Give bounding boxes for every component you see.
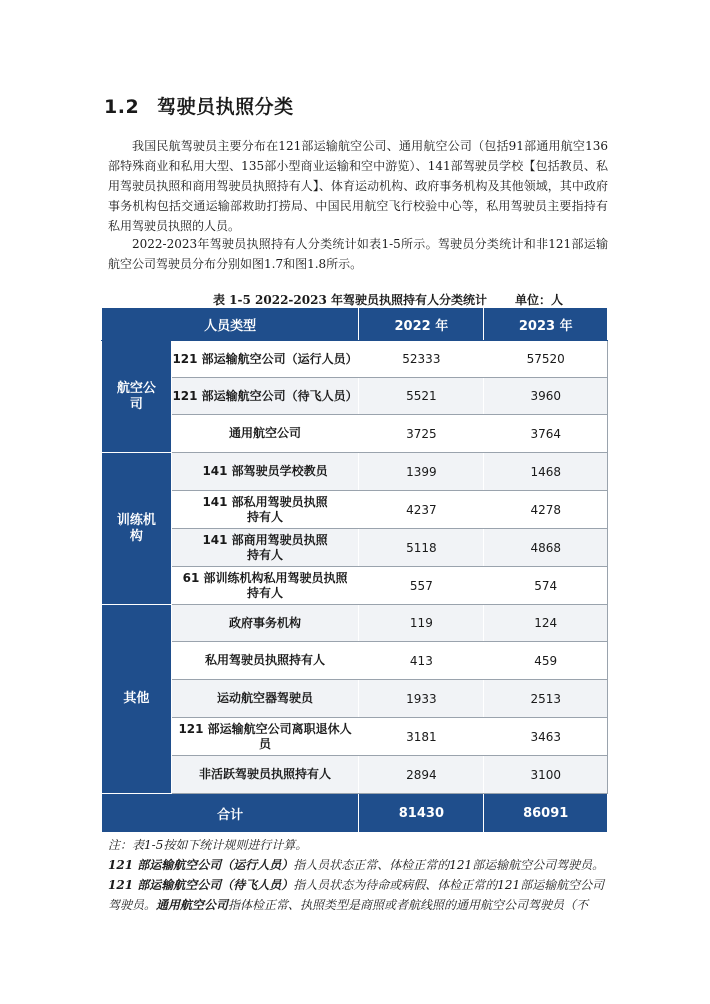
value-2023: 459 [484,642,608,680]
row-label: 私用驾驶员执照持有人 [171,642,359,680]
value-2023: 3960 [484,378,608,415]
value-2022: 413 [359,642,484,680]
value-2022: 5118 [359,529,484,567]
value-2022: 52333 [359,341,484,378]
section-number: 1.2 [104,96,140,118]
value-2022: 3725 [359,415,484,453]
row-label: 政府事务机构 [171,605,359,642]
table-row [102,756,608,794]
table-header-row [102,308,608,341]
value-2023: 3100 [484,756,608,794]
value-2023: 4868 [484,529,608,567]
paragraph-2: 2022-2023年驾驶员执照持有人分类统计如表1-5所示。驾驶员分类统计和非121部运输航空公司驾驶员分布分别如图1.7和图1.8所示。 [108,237,608,271]
row-label: 通用航空公司 [171,415,359,453]
row-label: 141 部驾驶员学校教员 [171,453,359,491]
total-label: 合计 [102,794,359,833]
value-2023: 124 [484,605,608,642]
value-2022: 119 [359,605,484,642]
group-airline: 航空公司 [102,341,172,453]
value-2022: 5521 [359,378,484,415]
row-label: 141 部商用驾驶员执照持有人 [171,529,359,567]
row-label: 61 部训练机构私用驾驶员执照持有人 [171,567,359,605]
value-2022: 2894 [359,756,484,794]
table-row [102,453,608,491]
section-title: 驾驶员执照分类 [157,96,294,118]
value-2023: 574 [484,567,608,605]
value-2022: 1399 [359,453,484,491]
note-2-3 [108,875,608,915]
note-3-definition: 指体检正常、执照类型是商照或者航线照的通用航空公司驾驶员（不 [228,898,589,912]
table-caption-text: 表 1-5 2022-2023 年驾驶员执照持有人分类统计 [213,293,487,307]
table-row [102,491,608,529]
note-1-term: 121 部运输航空公司（运行人员） [108,858,294,872]
header-2022: 2022 年 [359,308,484,341]
table-row [102,567,608,605]
row-label: 运动航空器驾驶员 [171,680,359,718]
header-2023: 2023 年 [484,308,608,341]
table-row [102,341,608,378]
value-2023: 2513 [484,680,608,718]
note-3-term: 通用航空公司 [156,898,229,912]
row-label: 非活跃驾驶员执照持有人 [171,756,359,794]
table-notes [108,835,608,915]
table-caption [213,291,563,308]
table-row [102,680,608,718]
table-row [102,415,608,453]
value-2023: 57520 [484,341,608,378]
value-2023: 3764 [484,415,608,453]
table-row [102,642,608,680]
table-row [102,718,608,756]
note-2-term: 121 部运输航空公司（待飞人员） [108,878,294,892]
value-2023: 1468 [484,453,608,491]
table-row [102,605,608,642]
paragraph-1: 我国民航驾驶员主要分布在121部运输航空公司、通用航空公司（包括91部通用航空136部特殊商业和私用大型、135部小型商业运输和空中游览）、141部驾驶员学校【包括教员、私用驾驶员执照和商用驾驶员执照持有人】、体育运动机构、政府事务机构及其他领域，其中政府事务机构包括交通运输部救助打捞局、中国民用航空飞行校验中心等，私用驾驶员主要指持有私用驾驶员执照的人员。 [108,139,608,233]
row-label: 121 部运输航空公司（运行人员） [171,341,359,378]
group-other: 其他 [102,605,172,794]
pilot-classification-table [101,307,608,833]
value-2022: 1933 [359,680,484,718]
header-person-type: 人员类型 [102,308,359,341]
group-training: 训练机构 [102,453,172,605]
value-2023: 4278 [484,491,608,529]
note-1 [108,855,608,875]
note-1-definition: 指人员状态正常、体检正常的121部运输航空公司驾驶员。 [293,858,605,872]
row-label: 141 部私用驾驶员执照持有人 [171,491,359,529]
row-label: 121 部运输航空公司（待飞人员） [171,378,359,415]
table-unit: 单位：人 [515,293,564,307]
total-row [102,794,608,833]
value-2022: 4237 [359,491,484,529]
value-2022: 3181 [359,718,484,756]
total-2023: 86091 [484,794,608,833]
section-heading [104,92,294,119]
value-2022: 557 [359,567,484,605]
note-2-definition: 指人员状态为待命或病假、体检正常的121部运输航空公司驾驶员。 [108,878,605,912]
table-row [102,529,608,567]
table-row [102,378,608,415]
notes-intro: 注：表1-5按如下统计规则进行计算。 [108,838,308,852]
value-2023: 3463 [484,718,608,756]
total-2022: 81430 [359,794,484,833]
row-label: 121 部运输航空公司离职退休人员 [171,718,359,756]
